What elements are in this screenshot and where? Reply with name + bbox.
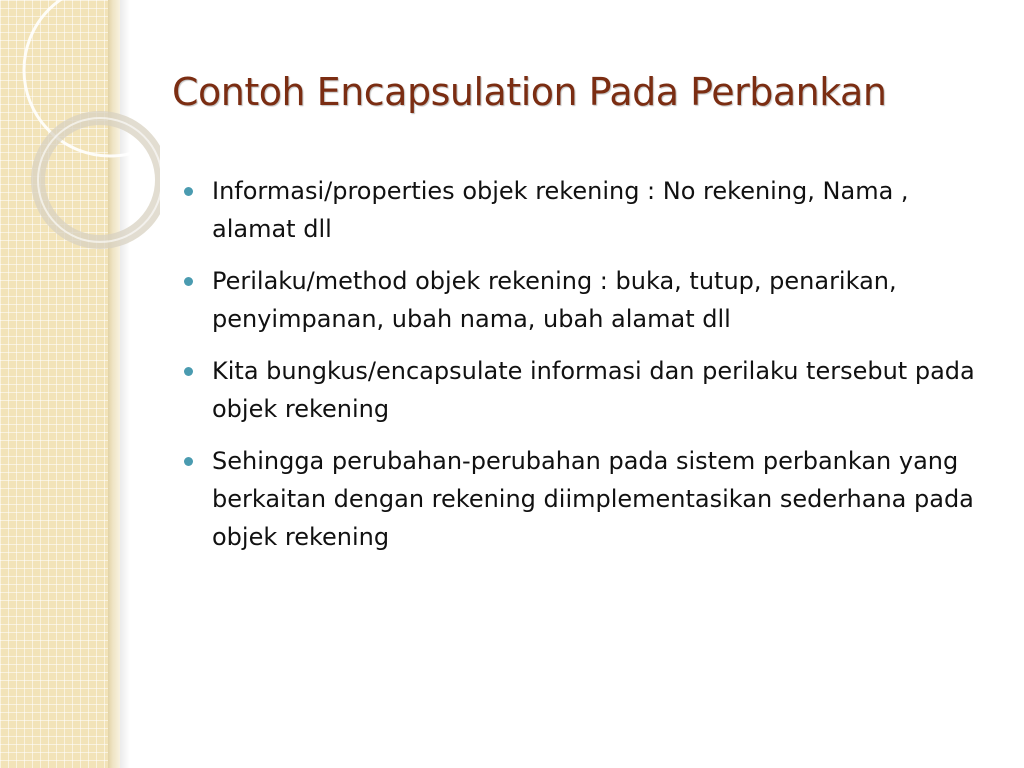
bullet-item-3 bbox=[184, 352, 984, 428]
bullet-dot-icon bbox=[184, 367, 193, 376]
decorative-rings bbox=[0, 0, 160, 260]
bullet-item-1 bbox=[184, 172, 984, 248]
bullet-dot-icon bbox=[184, 277, 193, 286]
bullet-text: Perilaku/method objek rekening : buka, tutup, penarikan, penyimpanan, ubah nama, ubah alamat dll bbox=[212, 267, 897, 333]
bullet-item-4 bbox=[184, 442, 984, 556]
bullet-dot-icon bbox=[184, 457, 193, 466]
bullet-text: Kita bungkus/encapsulate informasi dan perilaku tersebut pada objek rekening bbox=[212, 357, 975, 423]
bullet-text: Sehingga perubahan-perubahan pada sistem perbankan yang berkaitan dengan rekening diimplementasikan sederhana pada objek rekening bbox=[212, 447, 974, 551]
bullet-list bbox=[184, 172, 984, 570]
slide-title: Contoh Encapsulation Pada Perbankan bbox=[172, 70, 887, 114]
bullet-text: Informasi/properties objek rekening : No rekening, Nama , alamat dll bbox=[212, 177, 909, 243]
bullet-item-2 bbox=[184, 262, 984, 338]
bullet-dot-icon bbox=[184, 187, 193, 196]
